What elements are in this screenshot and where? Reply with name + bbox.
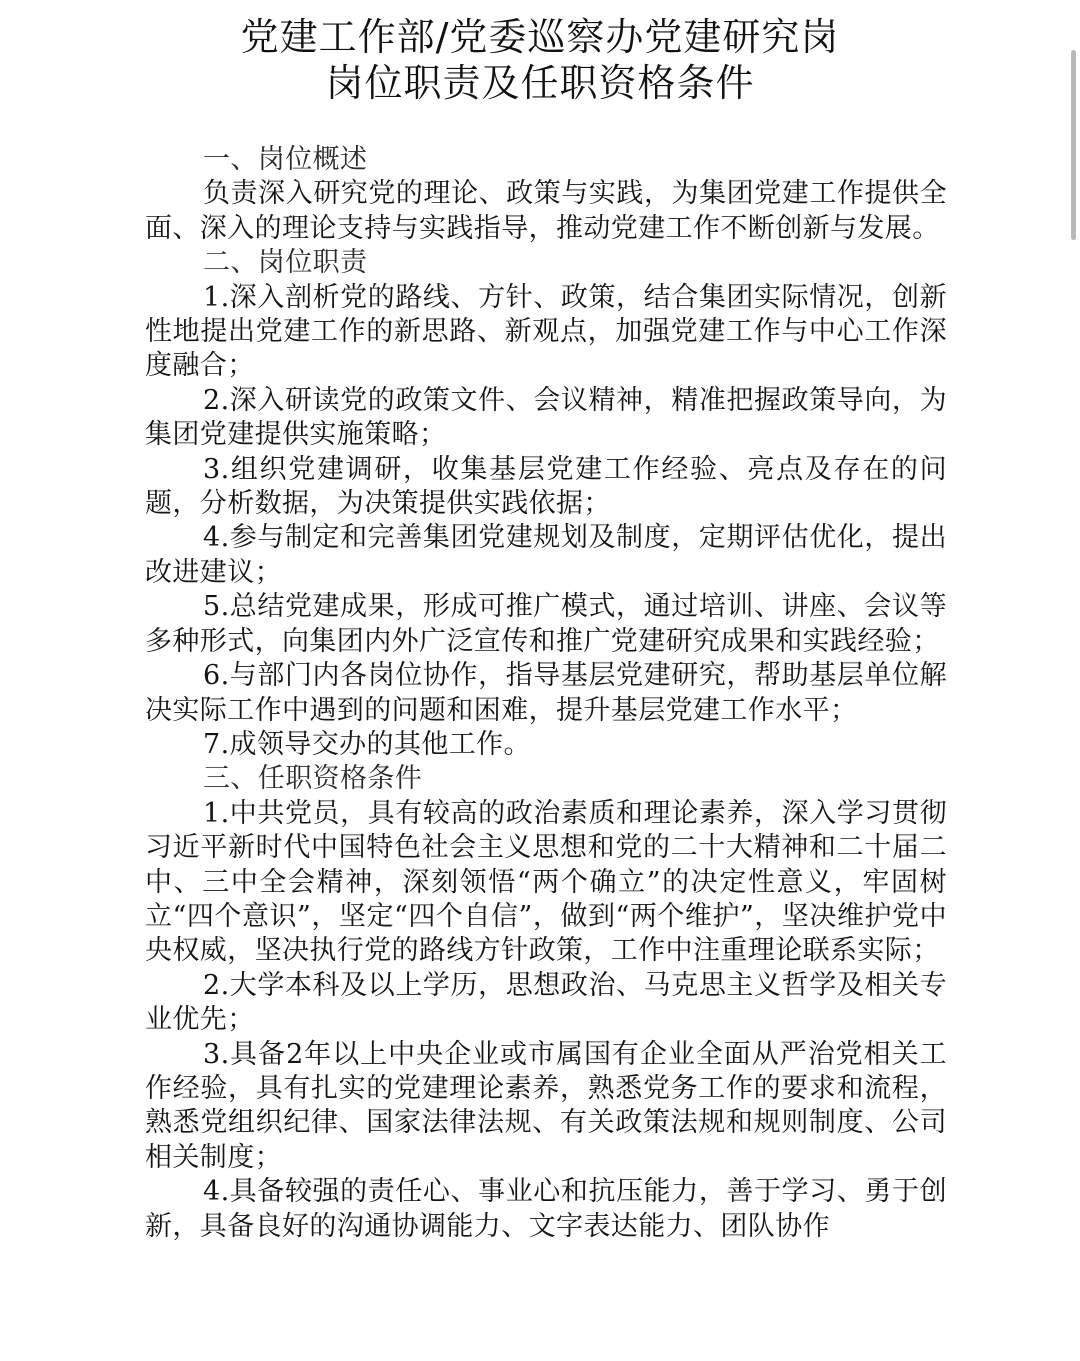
duty-item-2: 2.深入研读党的政策文件、会议精神，精准把握政策导向，为集团党建提供实施策略； [145,384,947,451]
section-heading-duties: 二、岗位职责 [203,247,368,279]
duty-item-6: 6.与部门内各岗位协作，指导基层党建研究，帮助基层单位解决实际工作中遇到的问题和困难，提升基层党建工作水平； [145,660,947,726]
duty-item-3: 3.组织党建调研，收集基层党建工作经验、亮点及存在的问题，分析数据，为决策提供实践依据； [145,453,947,520]
title-line-1: 党建工作部/党委巡察办党建研究岗 [240,15,840,59]
qualification-item-1: 1.中共党员，具有较高的政治素质和理论素养，深入学习贯彻习近平新时代中国特色社会主义思想和党的二十大精神和二十届二中、三中全会精神，深刻领悟“两个确立”的决定性意义，牢固树立“四个意识”，坚定“四个自信”，做到“两个维护”，坚决维护党中央权威，坚决执行党的路线方针政策，工作中注重理论联系实际； [145,797,947,967]
vertical-scrollbar[interactable] [1071,50,1076,240]
duty-item-1: 1.深入剖析党的路线、方针、政策，结合集团实际情况，创新性地提出党建工作的新思路、新观点，加强党建工作与中心工作深度融合； [145,281,947,382]
duty-item-4: 4.参与制定和完善集团党建规划及制度，定期评估优化，提出改进建议； [145,522,947,588]
qualification-item-3: 3.具备2年以上中央企业或市属国有企业全面从严治党相关工作经验，具有扎实的党建理论素养，熟悉党务工作的要求和流程，熟悉党组织纪律、国家法律法规、有关政策法规和规则制度、公司相关制度； [145,1038,947,1173]
section-heading-qualifications: 三、任职资格条件 [203,763,423,795]
document-body [145,143,947,1244]
duty-item-7: 7.成领导交办的其他工作。 [203,728,531,760]
overview-paragraph: 负责深入研究党的理论、政策与实践，为集团党建工作提供全面、深入的理论支持与实践指导，推动党建工作不断创新与发展。 [145,178,947,244]
qualification-item-4: 4.具备较强的责任心、事业心和抗压能力，善于学习、勇于创新，具备良好的沟通协调能力、文字表达能力、团队协作 [145,1176,947,1242]
title-line-2: 岗位职责及任职资格条件 [325,61,755,105]
section-heading-overview: 一、岗位概述 [203,144,368,175]
document-title [0,14,1080,106]
duty-item-5: 5.总结党建成果，形成可推广模式，通过培训、讲座、会议等多种形式，向集团内外广泛宣传和推广党建研究成果和实践经验； [145,591,947,657]
qualification-item-2: 2.大学本科及以上学历，思想政治、马克思主义哲学及相关专业优先； [145,969,947,1036]
